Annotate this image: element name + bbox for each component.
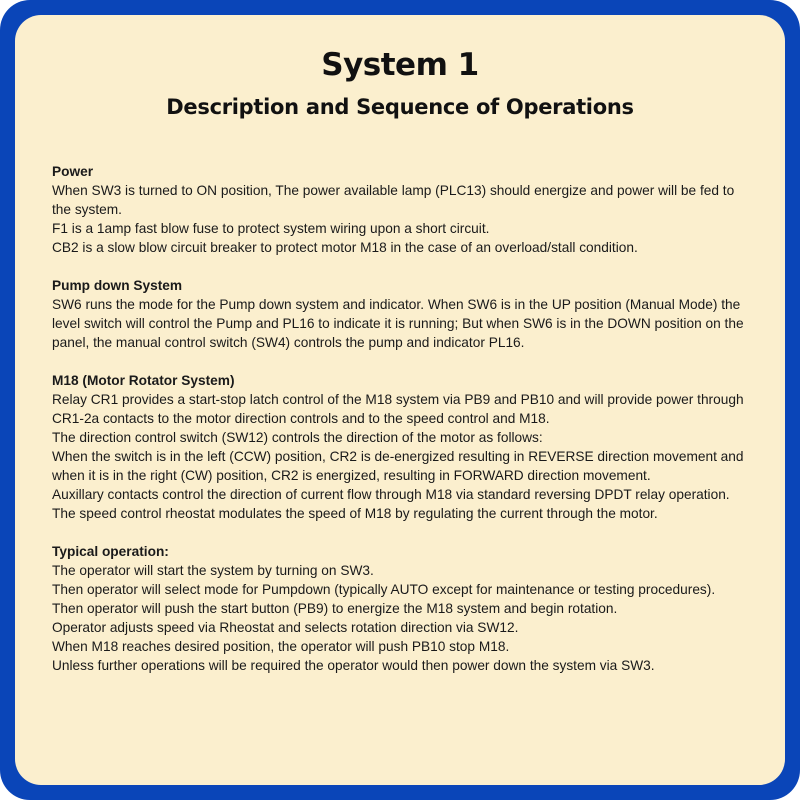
document-body xyxy=(52,162,757,675)
section-heading: M18 (Motor Rotator System) xyxy=(52,373,235,388)
page-title: System 1 xyxy=(321,47,479,83)
section-heading: Typical operation: xyxy=(52,544,169,559)
section-heading: Power xyxy=(52,164,94,179)
paragraph-line: The operator will start the system by turning on SW3. xyxy=(52,563,374,578)
paragraph-line: The speed control rheostat modulates the speed of M18 by regulating the current through the motor. xyxy=(52,506,658,521)
paragraph-line: When the switch is in the left (CCW) position, CR2 is de-energized resulting in REVERSE direction movement and when it is in the right (CW) position, CR2 is energized, resulting in FORWARD direction movement. xyxy=(52,449,744,483)
paragraph-line: Then operator will push the start button (PB9) to energize the M18 system and begin rotation. xyxy=(52,601,618,616)
section-typical-operation xyxy=(52,542,757,675)
section-m18 xyxy=(52,371,757,523)
paragraph-line: SW6 runs the mode for the Pump down system and indicator. When SW6 is in the UP position (Manual Mode) the level switch will control the Pump and PL16 to indicate it is running; But when SW6 is in the DOWN position on the panel, the manual control switch (SW4) controls the pump and indicator PL16. xyxy=(52,297,744,350)
paragraph-line: When SW3 is turned to ON position, The power available lamp (PLC13) should energize and power will be fed to the system. xyxy=(52,183,735,217)
paragraph-line: Relay CR1 provides a start-stop latch control of the M18 system via PB9 and PB10 and will provide power through CR1-2a contacts to the motor direction controls and to the speed control and M18. xyxy=(52,392,744,426)
section-pump-down xyxy=(52,276,757,352)
paragraph-line: The direction control switch (SW12) controls the direction of the motor as follows: xyxy=(52,430,543,445)
section-heading: Pump down System xyxy=(52,278,183,293)
paragraph-line: When M18 reaches desired position, the operator will push PB10 stop M18. xyxy=(52,639,510,654)
page-subtitle: Description and Sequence of Operations xyxy=(166,95,634,119)
paragraph-line: Operator adjusts speed via Rheostat and selects rotation direction via SW12. xyxy=(52,620,519,635)
paragraph-line: Then operator will select mode for Pumpdown (typically AUTO except for maintenance or testing procedures). xyxy=(52,582,716,597)
paragraph-line: Auxillary contacts control the direction of current flow through M18 via standard reversing DPDT relay operation. xyxy=(52,487,730,502)
paragraph-line: CB2 is a slow blow circuit breaker to protect motor M18 in the case of an overload/stall condition. xyxy=(52,240,638,255)
section-power xyxy=(52,162,757,257)
document-card xyxy=(15,15,785,785)
paragraph-line: Unless further operations will be required the operator would then power down the system via SW3. xyxy=(52,658,655,673)
paragraph-line: F1 is a 1amp fast blow fuse to protect system wiring upon a short circuit. xyxy=(52,221,490,236)
